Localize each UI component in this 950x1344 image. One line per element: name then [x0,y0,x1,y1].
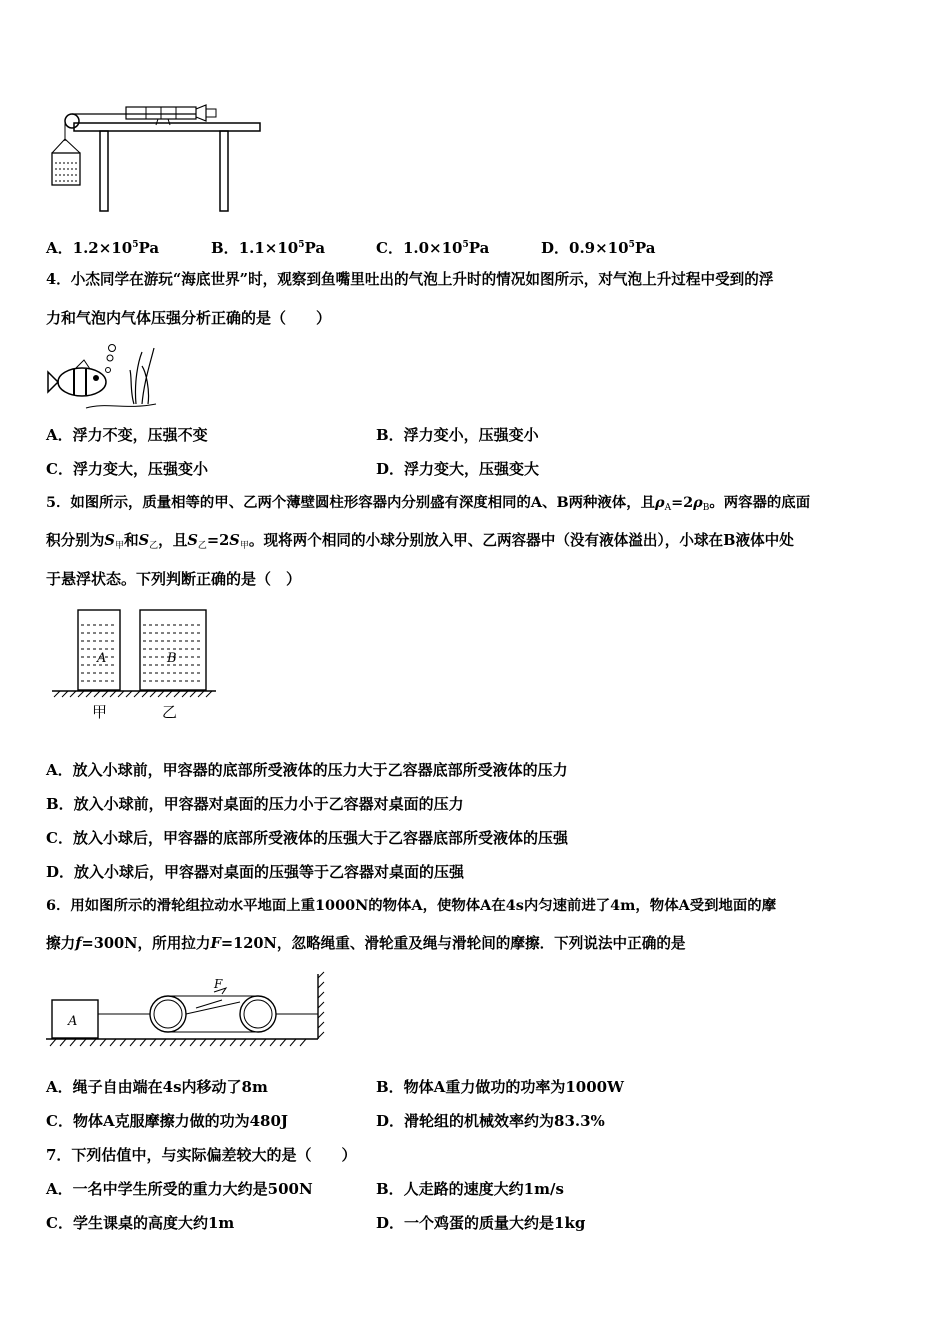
q6-option-c[interactable]: C．物体A克服摩擦力做的功为480J [46,1112,288,1130]
q4-option-a[interactable]: A．浮力不变，压强不变 [46,426,208,444]
q6-stem-line2: 擦力f=300N，所用拉力F=120N，忽略绳重、滑轮重及绳与滑轮间的摩擦．下列说法中正确的是 [46,935,686,952]
q7-option-d[interactable]: D．一个鸡蛋的质量大约是1kg [376,1214,586,1232]
q3-option-a[interactable]: A．$1.2\times 10^5Pa$ [46,239,160,257]
q5-stem-line2: 积分别为$S_甲$和$S_乙$，且$S_乙=2S_甲$。现将两个相同的小球分别放入甲、乙两容器中（没有液体溢出），小球在B液体中处 [46,532,794,551]
pulley-figure [46,968,326,1050]
q7-option-c[interactable]: C．学生课桌的高度大约1m [46,1214,235,1232]
q4-option-b[interactable]: B．浮力变小，压强变小 [376,426,539,444]
q4-option-d[interactable]: D．浮力变大，压强变大 [376,460,540,478]
containers-figure [46,605,221,725]
q5-option-c[interactable]: C．放入小球后，甲容器的底部所受液体的压强大于乙容器底部所受液体的压强 [46,829,568,847]
q5-option-b[interactable]: B．放入小球前，甲容器对桌面的压力小于乙容器对桌面的压力 [46,795,464,813]
q7-stem: 7．下列估值中，与实际偏差较大的是（ ） [46,1146,357,1164]
force-f-label: F [214,977,223,991]
q3-option-c[interactable]: C．$1.0\times 10^5Pa$ [376,239,490,257]
q3-option-d[interactable]: D．$0.9\times 10^5Pa$ [541,239,656,257]
q4-stem-line2: 力和气泡内气体压强分析正确的是（ ） [46,309,332,327]
liquid-a-label: A [97,651,107,666]
q5-stem-line1: 5．如图所示，质量相等的甲、乙两个薄壁圆柱形容器内分别盛有深度相同的A、B两种液体，且$\rho_A=2\rho_B$。两容器的底面 [46,494,811,513]
q7-option-b[interactable]: B．人走路的速度大约1m/s [376,1180,564,1198]
q6-option-b[interactable]: B．物体A重力做功的功率为1000W [376,1078,624,1096]
q4-stem-line1: 4．小杰同学在游玩“海底世界”时，观察到鱼嘴里吐出的气泡上升时的情况如图所示，对气泡上升过程中受到的浮 [46,271,774,288]
q5-option-a[interactable]: A．放入小球前，甲容器的底部所受液体的压力大于乙容器底部所受液体的压力 [46,761,568,779]
fish-bubbles-figure [46,342,166,414]
q6-option-d[interactable]: D．滑轮组的机械效率约为83.3% [376,1112,605,1130]
q6-option-a[interactable]: A．绳子自由端在4s内移动了8m [46,1078,268,1096]
q5-stem-line3: 于悬浮状态。下列判断正确的是（ ） [46,570,302,588]
q7-option-a[interactable]: A．一名中学生所受的重力大约是500N [46,1180,313,1198]
container-yi-label: 乙 [162,703,178,721]
syringe-table-figure [46,95,266,220]
block-a-label: A [68,1014,78,1029]
container-jia-label: 甲 [92,703,108,721]
liquid-b-label: B [167,651,177,666]
q3-option-b[interactable]: B．$1.1\times 10^5Pa$ [211,239,326,257]
q4-option-c[interactable]: C．浮力变大，压强变小 [46,460,208,478]
q5-option-d[interactable]: D．放入小球后，甲容器对桌面的压强等于乙容器对桌面的压强 [46,863,465,881]
q6-stem-line1: 6．用如图所示的滑轮组拉动水平地面上重1000N的物体A，使物体A在4s内匀速前进了4m，物体A受到地面的摩 [46,897,777,914]
